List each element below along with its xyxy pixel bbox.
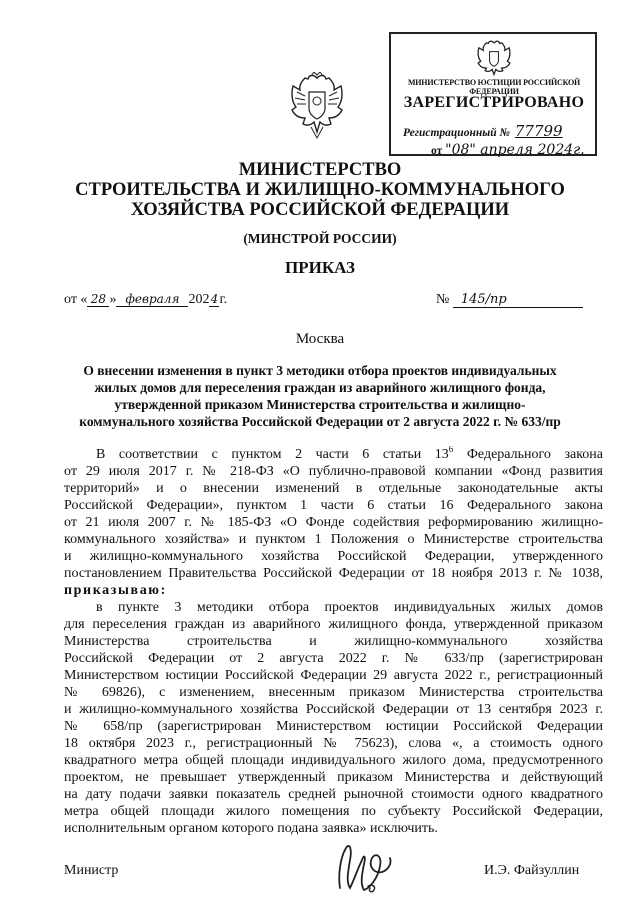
coat-of-arms-icon (287, 72, 347, 140)
order-directive: приказываю: (64, 583, 167, 598)
order-year-prefix: 202 (188, 292, 210, 307)
signer-position: Министр (64, 863, 119, 878)
document-type: ПРИКАЗ (285, 258, 355, 277)
preamble-line: Российской Федерации», пунктом 1 части 6 статьи 16 Федерального закона (64, 498, 603, 513)
body-line: № 658/пр (зарегистрирован Министерством юстиции Российской Федерации (64, 719, 603, 734)
signer-name: И.Э. Файзуллин (484, 863, 580, 878)
body-line: в пункте 3 методики отбора проектов индивидуальных жилых домов (96, 600, 603, 615)
body-line: 18 октября 2023 г., регистрационный № 75623), слова «, а стоимость одного (64, 736, 603, 751)
preamble-line: и жилищно-коммунального хозяйства Российской Федерации, утвержденного (64, 549, 603, 564)
body-line: Министерства строительства и жилищно-коммунального хозяйства (64, 634, 603, 649)
body-line: проектом, не превышает утвержденный приказом Министерства и действующий (64, 770, 603, 785)
body-line: метра общей площади жилого помещения по субъекту Российской Федерации, (64, 804, 603, 819)
ministry-name-line-2: СТРОИТЕЛЬСТВА И ЖИЛИЩНО-КОММУНАЛЬНОГО (75, 180, 565, 200)
body-line: квадратного метра общей площади индивидуального жилого дома, предусмотренного (64, 753, 603, 768)
preamble-line: коммунального хозяйства» и пунктом 1 Положения о Министерстве строительства (64, 532, 603, 547)
stamp-status: ЗАРЕГИСТРИРОВАНО (403, 94, 585, 111)
stamp-reg-number: 77799 (514, 122, 563, 140)
order-year-suffix: г. (219, 292, 228, 307)
stamp-reg-label: Регистрационный № (403, 127, 510, 139)
stamp-date-value: "08" апреля 2024г. (445, 142, 585, 158)
order-title-line: жилых домов для переселения граждан из аварийного жилищного фонда, (94, 380, 546, 395)
preamble-line: постановлением Правительства Российской Федерации от 18 ноября 2013 г. № 1038, (64, 566, 603, 581)
stamp-emblem-icon (475, 39, 513, 77)
ministry-name-line-1: МИНИСТЕРСТВО (238, 160, 402, 180)
body-line: для переселения граждан из аварийного жилищного фонда, утвержденной приказом (64, 617, 603, 632)
handwritten-signature (330, 838, 400, 898)
order-month: февраля (116, 292, 188, 307)
body-line: и жилищно-коммунального хозяйства Российской Федерации от 13 сентября 2023 г. (64, 702, 603, 717)
order-number-label: № (436, 292, 450, 307)
preamble-line: от 29 июля 2017 г. № 218-ФЗ «О публично-правовой компании «Фонд развития (64, 464, 603, 479)
body-line: № 69826), с изменением, внесенным приказом Министерства строительства (64, 685, 603, 700)
order-year-digit: 4 (210, 292, 219, 306)
article-superscript: 6 (448, 446, 454, 454)
order-city: Москва (295, 331, 345, 347)
order-date-prefix: от « (64, 292, 88, 307)
order-date (64, 292, 227, 308)
stamp-agency: МИНИСТЕРСТВО ЮСТИЦИИ РОССИЙСКОЙ ФЕДЕРАЦИИ (407, 78, 581, 96)
preamble-line: от 21 июля 2007 г. № 185-ФЗ «О Фонде содействия реформированию жилищно- (64, 515, 603, 530)
order-day: 28 (87, 292, 109, 307)
order-number-value: 145/пр (453, 292, 583, 308)
body-line: на дату подачи заявки показатель средней рыночной стоимости одного квадратного (64, 787, 603, 802)
order-title-line: О внесении изменения в пункт 3 методики отбора проектов индивидуальных (83, 363, 557, 378)
stamp-registration (403, 122, 563, 140)
stamp-date-prefix: от (431, 145, 443, 157)
ministry-short-name: (МИНСТРОЙ РОССИИ) (243, 231, 397, 246)
order-title-line: утвержденной приказом Министерства строительства и жилищно- (114, 397, 526, 412)
ministry-name-line-3: ХОЗЯЙСТВА РОССИЙСКОЙ ФЕДЕРАЦИИ (130, 200, 510, 220)
order-day-close: » (109, 292, 117, 307)
preamble-line-1a: В соответствии с пунктом 2 части 6 статьи 13 (96, 447, 449, 462)
registration-stamp (389, 32, 597, 156)
preamble-line (96, 446, 603, 463)
preamble-line-1b: Федерального закона (453, 447, 603, 462)
order-number (436, 292, 583, 308)
body-line: Министерством юстиции Российской Федерации 29 августа 2022 г., регистрационный (64, 668, 603, 683)
order-title-line: коммунального хозяйства Российской Федерации от 2 августа 2022 г. № 633/пр (79, 414, 561, 429)
body-line: Российской Федерации от 2 августа 2022 г. № 633/пр (зарегистрирован (64, 651, 603, 666)
preamble-line: территорий» и о внесении изменений в отдельные законодательные акты (64, 481, 603, 496)
stamp-date (431, 142, 585, 158)
body-line: исполнительным органом которого подана заявка» исключить. (64, 821, 438, 836)
